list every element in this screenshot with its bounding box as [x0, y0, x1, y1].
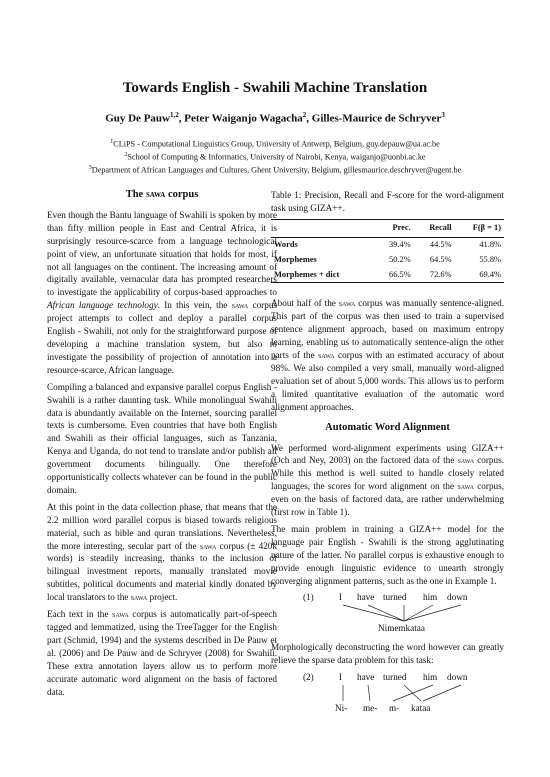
- smallcaps-text: sawa: [112, 609, 129, 620]
- example-word: down: [447, 592, 468, 603]
- example-swahili-word: Nimemkataa: [378, 623, 425, 634]
- smallcaps-text: sawa: [318, 350, 335, 361]
- text-run: At this point in the data collection phase, that means that the 2.2 million word parallel corpus is biased towards religious material, such as bible and quran translations. Nevertheless, the more interesting, secular part of the: [47, 501, 277, 551]
- affiliation-text: School of Computing & Informatics, University of Nairobi, Kenya, waiganjo@uonbi.ac.ke: [127, 152, 426, 162]
- paper-title: Towards English - Swahili Machine Translation: [122, 80, 428, 96]
- paragraph: The main problem in training a GIZA++ model for the language pair English - Swahili is the strong agglutinating nature of the latter. No parallel corpus is exhaustive enough to provide enough linguistic evidence to unearth strongly converging alignment patterns, such as the one in Example 1.: [271, 523, 504, 586]
- paragraph: [271, 297, 504, 413]
- right-column: [271, 189, 504, 721]
- example-morpheme: m-: [389, 703, 400, 714]
- author-name: Guy De Pauw: [105, 112, 170, 125]
- heading-text: The: [125, 189, 146, 200]
- example-word: I: [339, 592, 343, 603]
- table-row: [271, 268, 504, 283]
- paragraph: [271, 442, 504, 519]
- smallcaps-text: sawa: [130, 592, 148, 603]
- author-name: Gilles-Maurice de Schryver: [311, 112, 442, 125]
- table-cell: 55.8%: [479, 254, 501, 264]
- table-cell: 44.5%: [429, 239, 452, 249]
- paragraph: [47, 209, 277, 377]
- affiliation-text: CLiPS - Computational Linguistics Group, University of Antwerp, Belgium, guy.depauw@ua.ac.be: [113, 139, 440, 149]
- affiliation-mark: 2: [124, 152, 128, 158]
- table-cell: Morphemes: [274, 254, 317, 264]
- emphasis-text: African language technology: [47, 300, 158, 311]
- example-number: (1): [303, 592, 314, 603]
- example-morpheme: Ni-: [335, 703, 348, 714]
- example-word: have: [357, 592, 375, 603]
- smallcaps-text: sawa: [199, 540, 217, 551]
- example-morpheme: me-: [363, 703, 378, 714]
- table-cell: 50.2%: [389, 254, 411, 264]
- table-cell: Words: [274, 239, 298, 249]
- example-number: (2): [303, 672, 314, 683]
- left-column: [47, 189, 277, 702]
- affiliation-text: Department of African Languages and Cultures, Ghent University, Belgium, gillesmaurice.deschryver@ugent.be: [91, 165, 462, 175]
- table-cell: 41.8%: [479, 239, 501, 249]
- affiliation-mark: 1: [110, 139, 114, 145]
- table-header-row: [271, 219, 504, 237]
- table-cell: 64.5%: [429, 254, 452, 264]
- table-caption: Table 1: Precision, Recall and F-score for the word-alignment task using GIZA++.: [271, 190, 504, 213]
- affiliation-line: [0, 165, 550, 175]
- affiliation-line: [0, 152, 550, 162]
- example-word: down: [447, 672, 468, 683]
- table-cell: 39.4%: [389, 239, 411, 249]
- author-separator: ,: [306, 112, 312, 125]
- text-run: Even though the Bantu language of Swahili is spoken by more than fifty million people in East and Central Africa, it is surprisingly resource-scarce from a language technological point of view, an unfortunate situation that holds for most, if not all languages on the continent. The increasing amount of digitally available, vernacular data has prompted researchers to investigate the applicability of corpus-based approaches to: [47, 209, 277, 298]
- paragraph: Morphologically deconstructing the word however can greatly relieve the sparse data problem for this task:: [271, 642, 504, 666]
- heading-smallcaps: sawa: [145, 189, 166, 200]
- table-cell: 66.5%: [374, 268, 414, 283]
- section-heading-sawa-corpus: [47, 189, 277, 202]
- example-word: turned: [383, 672, 407, 683]
- text-run: corpus (± 420k words) is steadily increasing, thanks to the inclusion of bilingual investment reports, manually translated movie subtitles, political documents and material kindly donated by local translators to the: [47, 540, 277, 603]
- smallcaps-text: sawa: [457, 455, 475, 466]
- results-table: [271, 219, 504, 284]
- example-word: turned: [383, 592, 407, 603]
- author-affiliation-mark: 2: [302, 111, 307, 119]
- text-run: Each text in the: [47, 609, 113, 620]
- smallcaps-text: sawa: [231, 300, 249, 311]
- table-header-cell: Prec.: [374, 219, 414, 237]
- example-1-alignment: [271, 591, 504, 635]
- paragraph: [47, 501, 277, 604]
- smallcaps-text: sawa: [338, 298, 356, 309]
- table-cell: Morphemes + dict: [271, 268, 374, 283]
- author-separator: ,: [178, 112, 185, 125]
- author-list: [0, 111, 550, 125]
- table-row: [271, 237, 504, 252]
- text-run: corpus, even on the basis of factored data, are rather underwhelming (first row in Table 1).: [271, 481, 504, 518]
- text-run: . In this vein, the: [157, 300, 232, 311]
- text-run: corpus with an estimated accuracy of about 98%. We also compiled a very small, manually word-aligned evaluation set of about 5,000 words. This allows us to perform a limited quantitative evaluation of the automatic word alignment approaches.: [271, 350, 504, 412]
- affiliation-mark: 3: [88, 165, 92, 171]
- example-word: have: [357, 672, 375, 683]
- heading-text: corpus: [165, 189, 199, 200]
- affiliation-line: [0, 139, 550, 149]
- author-affiliation-mark: 3: [441, 111, 445, 119]
- text-run: corpus project attempts to collect and deploy a parallel corpus English - Swahili, not only for the straightforward purpose of developing a machine translation system, but also to investigate the possibility of projection of annotation into a resource-scarce, African language.: [47, 300, 277, 375]
- section-heading-word-alignment: Automatic Word Alignment: [325, 421, 450, 433]
- table-header-cell: F(β = 1): [455, 219, 504, 237]
- table-header-cell: [271, 219, 374, 237]
- text-run: corpus is automatically part-of-speech tagged and lemmatized, using the TreeTagger for the English part (Schmid, 1994) and the systems described in De Pauw et al. (2006) and De Pauw and de Schryver (2008) for Swahili. These extra annotation layers allow us to perform more accurate automatic word alignment on the basis of factored data.: [47, 609, 277, 697]
- example-word: him: [423, 592, 438, 603]
- example-word: I: [339, 672, 343, 683]
- text-run: We performed word-alignment experiments using GIZA++ (Och and Ney, 2003) on the factored data of the: [271, 442, 504, 466]
- example-2-alignment: [271, 671, 504, 715]
- text-run: project.: [147, 592, 178, 603]
- author-name: Peter Waiganjo Wagacha: [184, 112, 303, 125]
- example-word: him: [423, 672, 438, 683]
- text-run: About half of the: [271, 298, 339, 309]
- table-cell: 69.4%: [455, 268, 504, 283]
- table-row: [271, 253, 504, 268]
- table-header-cell: Recall: [414, 219, 455, 237]
- text-run: corpus was manually sentence-aligned. This part of the corpus was then used to train a supervised sentence alignment approach, based on maximum entropy learning, enabling us to automatically sentence-align the other parts of the: [271, 298, 504, 361]
- author-affiliation-mark: 1,2: [169, 111, 179, 119]
- table-cell: 72.6%: [414, 268, 455, 283]
- smallcaps-text: sawa: [457, 481, 474, 492]
- paragraph: [47, 608, 277, 698]
- text-run: corpus. While this method is well suited to handle closely related languages, the scores for word alignment on the: [271, 455, 504, 492]
- paragraph: Compiling a balanced and expansive parallel corpus English - Swahili is a rather daunting task. While monolingual Swahili data is abundantly available on the Internet, sourcing parallel texts is cumbersome. Even countries that have both English and Swahili as their official languages, such as Tanzania, Kenya and Uganda, do not tend to translate and/or publish all government documents bilingually. One therefore opportunistically collects whatever can be found in the public domain.: [47, 381, 277, 495]
- example-morpheme: kataa: [411, 703, 431, 714]
